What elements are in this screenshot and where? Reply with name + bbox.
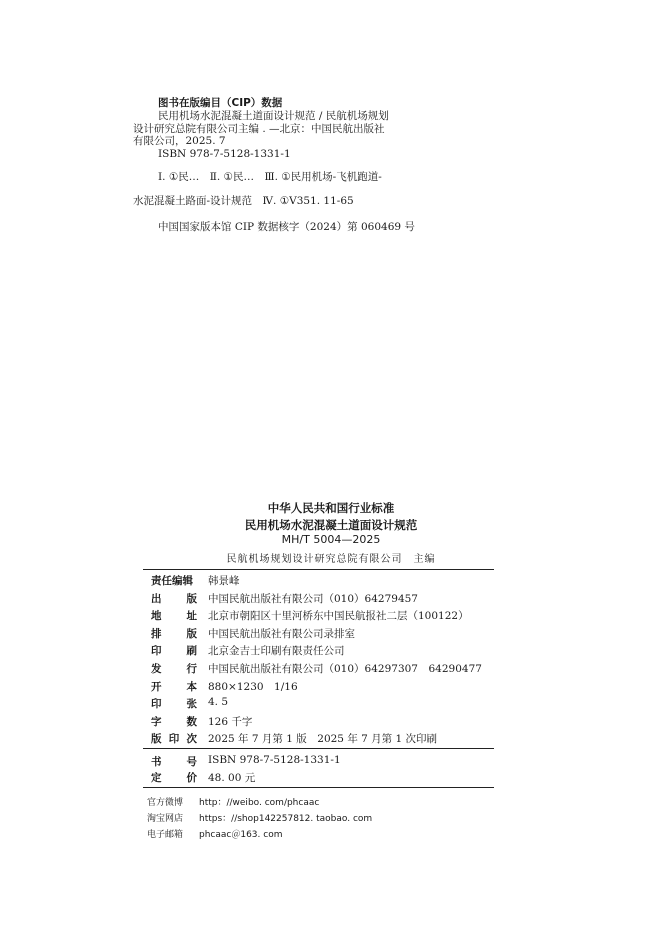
row-value: 2025 年 7 月第 1 版 2025 年 7 月第 1 次印刷 — [208, 733, 438, 746]
chief-editor: 民航机场规划设计研究总院有限公司 主编 — [226, 554, 436, 565]
cip-isbn: ISBN 978-7-5128-1331-1 — [158, 148, 291, 160]
row-label-char: 价 — [186, 772, 197, 784]
row-label-char: 印 — [168, 733, 180, 746]
row-label-char: 数 — [186, 715, 197, 728]
contact-row — [147, 827, 282, 840]
contact-label: 淘宝网店 — [147, 814, 184, 824]
row-label — [151, 696, 197, 711]
row-label — [151, 591, 197, 606]
row-value: 48. 00 元 — [208, 772, 256, 784]
contact-label: 官方微博 — [147, 798, 184, 808]
row-label-char: 址 — [186, 610, 197, 623]
row-label-char: 印 — [151, 645, 162, 658]
row-label-char: 排 — [151, 627, 162, 640]
row-label-char: 本 — [186, 680, 197, 693]
row-label — [151, 573, 197, 588]
row-label — [151, 754, 197, 769]
contact-row — [147, 795, 319, 808]
row-label-char: 定 — [151, 772, 162, 784]
row-value: 韩景峰 — [208, 575, 240, 587]
row-value: ISBN 978-7-5128-1331-1 — [208, 754, 341, 766]
row-label-char: 责任编辑 — [151, 575, 193, 587]
cip-classification-2: 水泥混凝土路面-设计规范 Ⅳ. ①V351. 11-65 — [133, 195, 354, 207]
row-value: 中国民航出版社有限公司录排室 — [208, 627, 355, 640]
row-value: 126 千字 — [208, 715, 253, 728]
contact-row — [147, 811, 372, 824]
middle-rule — [143, 748, 494, 749]
row-label-char: 地 — [151, 610, 162, 623]
row-label — [151, 661, 197, 676]
cip-verification-number: 中国国家版本馆 CIP 数据核字（2024）第 060469 号 — [158, 221, 415, 233]
contact-value: https：//shop142257812. taobao. com — [199, 814, 373, 824]
row-label-char: 发 — [151, 663, 162, 675]
row-value: 中国民航出版社有限公司（010）64297307 64290477 — [208, 663, 482, 675]
row-label — [151, 643, 197, 658]
row-label-char: 开 — [151, 680, 162, 693]
row-value: 4. 5 — [208, 696, 229, 709]
row-label-char: 行 — [186, 663, 197, 675]
row-label-char: 刷 — [186, 645, 197, 658]
row-label-char: 号 — [186, 756, 197, 768]
row-label-char: 张 — [186, 698, 197, 711]
row-label-char: 印 — [151, 698, 162, 711]
row-label-char: 字 — [151, 715, 162, 728]
row-label — [151, 731, 197, 746]
contact-label: 电子邮箱 — [147, 830, 184, 840]
cip-line-2: 设计研究总院有限公司主编 . —北京：中国民航出版社 — [133, 123, 385, 135]
cip-heading: 图书在版编目（CIP）数据 — [158, 97, 283, 109]
row-label-char: 出 — [151, 592, 162, 605]
cip-line-1: 民用机场水泥混凝土道面设计规范 / 民航机场规划 — [158, 110, 389, 122]
standard-code: MH/T 5004—2025 — [281, 533, 381, 546]
row-label-char: 版 — [186, 627, 197, 640]
row-label — [151, 679, 197, 694]
row-label — [151, 608, 197, 623]
row-value: 北京金吉士印刷有限责任公司 — [208, 645, 345, 658]
row-label-char: 次 — [186, 733, 197, 746]
standard-title: 民用机场水泥混凝土道面设计规范 — [244, 518, 418, 532]
row-value: 880×1230 1/16 — [208, 680, 298, 693]
contact-value: phcaac＠163. com — [199, 830, 283, 840]
row-label-char: 版 — [186, 592, 197, 605]
row-label — [151, 626, 197, 641]
row-label-char: 书 — [151, 756, 162, 768]
row-label-char: 版 — [151, 733, 162, 746]
row-value: 中国民航出版社有限公司（010）64279457 — [208, 592, 418, 605]
cip-classification-1: Ⅰ. ①民… Ⅱ. ①民… Ⅲ. ①民用机场-飞机跑道- — [158, 171, 382, 183]
contact-value: http：//weibo. com/phcaac — [199, 798, 320, 808]
row-label — [151, 714, 197, 729]
standard-type: 中华人民共和国行业标准 — [267, 501, 395, 515]
cip-line-3: 有限公司，2025. 7 — [133, 135, 226, 147]
row-value: 北京市朝阳区十里河桥东中国民航报社二层（100122） — [208, 610, 469, 623]
row-label — [151, 770, 197, 785]
bottom-rule — [143, 787, 494, 788]
top-rule — [143, 569, 494, 570]
